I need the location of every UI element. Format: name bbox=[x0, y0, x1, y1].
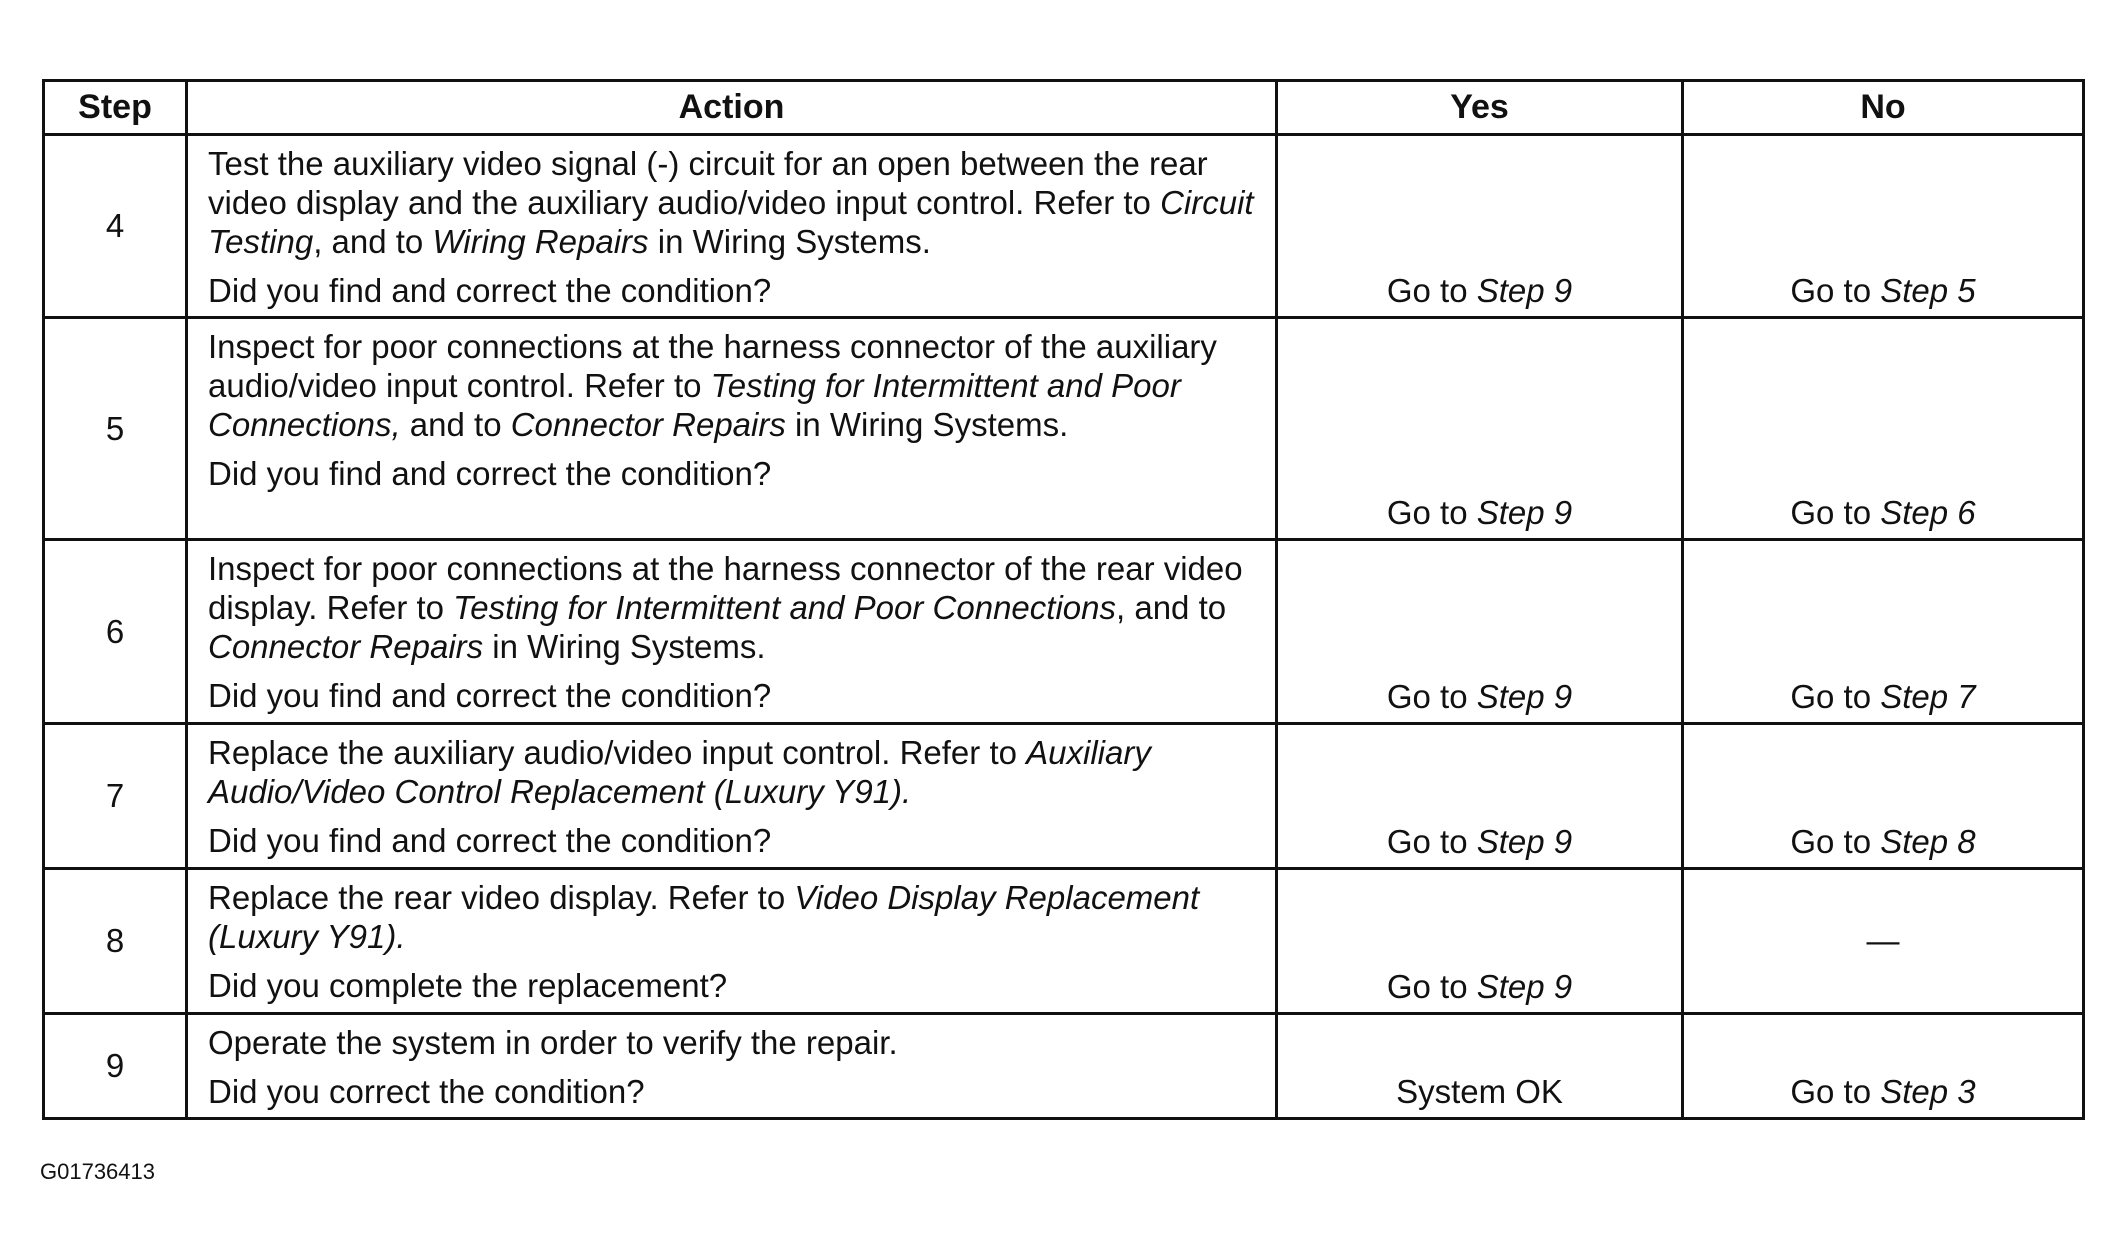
action-text bbox=[208, 878, 1263, 956]
yes-result bbox=[1277, 869, 1683, 1014]
action-text-segment: Replace the rear video display. Refer to bbox=[208, 879, 795, 916]
yes-step-link: Step 9 bbox=[1476, 823, 1573, 860]
yes-goto-prefix: Go to bbox=[1386, 494, 1477, 531]
action-text bbox=[208, 327, 1263, 444]
table-body bbox=[44, 135, 2084, 1119]
step-number: 9 bbox=[44, 1014, 187, 1119]
yes-result-text: System OK bbox=[1396, 1073, 1563, 1110]
no-result bbox=[1683, 540, 2084, 724]
header-yes: Yes bbox=[1277, 81, 1683, 135]
action-text bbox=[208, 144, 1263, 261]
yes-step-link: Step 9 bbox=[1476, 494, 1573, 531]
yes-step-link: Step 9 bbox=[1476, 968, 1573, 1005]
yes-step-link: Step 9 bbox=[1476, 272, 1573, 309]
yes-result bbox=[1277, 1014, 1683, 1119]
no-step-link: Step 5 bbox=[1880, 272, 1976, 309]
action-text-segment: and to bbox=[400, 406, 511, 443]
no-result bbox=[1683, 1014, 2084, 1119]
action-text bbox=[208, 733, 1263, 811]
action-cell bbox=[187, 869, 1277, 1014]
yes-goto-prefix: Go to bbox=[1386, 678, 1477, 715]
reference-link: Circuit Testing bbox=[208, 184, 1254, 260]
action-text bbox=[208, 1023, 1263, 1062]
question-text: Did you find and correct the condition? bbox=[208, 272, 772, 309]
table-row bbox=[44, 540, 2084, 724]
table-row bbox=[44, 318, 2084, 540]
question-text: Did you find and correct the condition? bbox=[208, 455, 772, 492]
action-cell bbox=[187, 724, 1277, 869]
table-row bbox=[44, 135, 2084, 318]
action-text-segment: Inspect for poor connections at the harness connector of the auxiliary audio/video input control. Refer to bbox=[208, 328, 1217, 404]
header-step: Step bbox=[44, 81, 187, 135]
no-result bbox=[1683, 135, 2084, 318]
action-cell bbox=[187, 1014, 1277, 1119]
header-no: No bbox=[1683, 81, 2084, 135]
step-number: 8 bbox=[44, 869, 187, 1014]
question-text: Did you complete the replacement? bbox=[208, 967, 728, 1004]
no-result bbox=[1683, 869, 2084, 1014]
no-step-link: Step 7 bbox=[1880, 678, 1976, 715]
no-goto-prefix: Go to bbox=[1790, 272, 1881, 309]
no-goto-prefix: Go to bbox=[1790, 678, 1881, 715]
yes-result bbox=[1277, 724, 1683, 869]
action-text-segment: Inspect for poor connections at the harness connector of the rear video display. Refer to bbox=[208, 550, 1243, 626]
reference-link: Testing for Intermittent and Poor Connections, bbox=[208, 367, 1181, 443]
no-step-link: Step 3 bbox=[1880, 1073, 1976, 1110]
yes-result bbox=[1277, 540, 1683, 724]
reference-link: Testing for Intermittent and Poor Connections bbox=[453, 589, 1116, 626]
no-result bbox=[1683, 724, 2084, 869]
step-number: 7 bbox=[44, 724, 187, 869]
no-result bbox=[1683, 318, 2084, 540]
table-row bbox=[44, 1014, 2084, 1119]
question-text: Did you find and correct the condition? bbox=[208, 677, 772, 714]
action-cell bbox=[187, 540, 1277, 724]
question-text: Did you find and correct the condition? bbox=[208, 822, 772, 859]
no-step-link: Step 6 bbox=[1880, 494, 1976, 531]
yes-goto-prefix: Go to bbox=[1386, 272, 1477, 309]
action-text-segment: Replace the auxiliary audio/video input control. Refer to bbox=[208, 734, 1027, 771]
action-text-segment: , and to bbox=[1116, 589, 1227, 626]
step-number: 4 bbox=[44, 135, 187, 318]
action-text-segment: in Wiring Systems. bbox=[648, 223, 931, 260]
yes-goto-prefix: Go to bbox=[1386, 823, 1477, 860]
step-number: 6 bbox=[44, 540, 187, 724]
yes-goto-prefix: Go to bbox=[1386, 968, 1477, 1005]
action-text-segment: , and to bbox=[313, 223, 433, 260]
action-text-segment: Operate the system in order to verify the repair. bbox=[208, 1024, 898, 1061]
reference-link: Wiring Repairs bbox=[432, 223, 649, 260]
action-text-segment: in Wiring Systems. bbox=[785, 406, 1069, 443]
reference-link: Auxiliary Audio/Video Control Replacement (Luxury Y91). bbox=[208, 734, 1151, 810]
table-row bbox=[44, 869, 2084, 1014]
no-goto-prefix: Go to bbox=[1790, 1073, 1881, 1110]
action-text-segment: Test the auxiliary video signal (-) circuit for an open between the rear video display and the auxiliary audio/video input control. Refer to bbox=[208, 145, 1208, 221]
action-cell bbox=[187, 135, 1277, 318]
action-cell bbox=[187, 318, 1277, 540]
table-header bbox=[44, 81, 2084, 135]
header-row bbox=[44, 81, 2084, 135]
reference-link: Connector Repairs bbox=[208, 628, 484, 665]
diagnostic-table bbox=[42, 79, 2085, 1120]
header-action: Action bbox=[187, 81, 1277, 135]
yes-step-link: Step 9 bbox=[1476, 678, 1573, 715]
no-goto-prefix: Go to bbox=[1790, 494, 1881, 531]
question-text: Did you correct the condition? bbox=[208, 1073, 645, 1110]
table-row bbox=[44, 724, 2084, 869]
reference-link: Video Display Replacement (Luxury Y91). bbox=[208, 879, 1200, 955]
no-step-link: Step 8 bbox=[1880, 823, 1976, 860]
step-number: 5 bbox=[44, 318, 187, 540]
yes-result bbox=[1277, 135, 1683, 318]
action-text-segment: in Wiring Systems. bbox=[483, 628, 766, 665]
no-goto-prefix: Go to bbox=[1790, 823, 1881, 860]
no-result-text: — bbox=[1866, 922, 1900, 959]
reference-link: Connector Repairs bbox=[510, 406, 786, 443]
action-text bbox=[208, 549, 1263, 666]
yes-result bbox=[1277, 318, 1683, 540]
figure-id: G01736413 bbox=[40, 1159, 155, 1184]
